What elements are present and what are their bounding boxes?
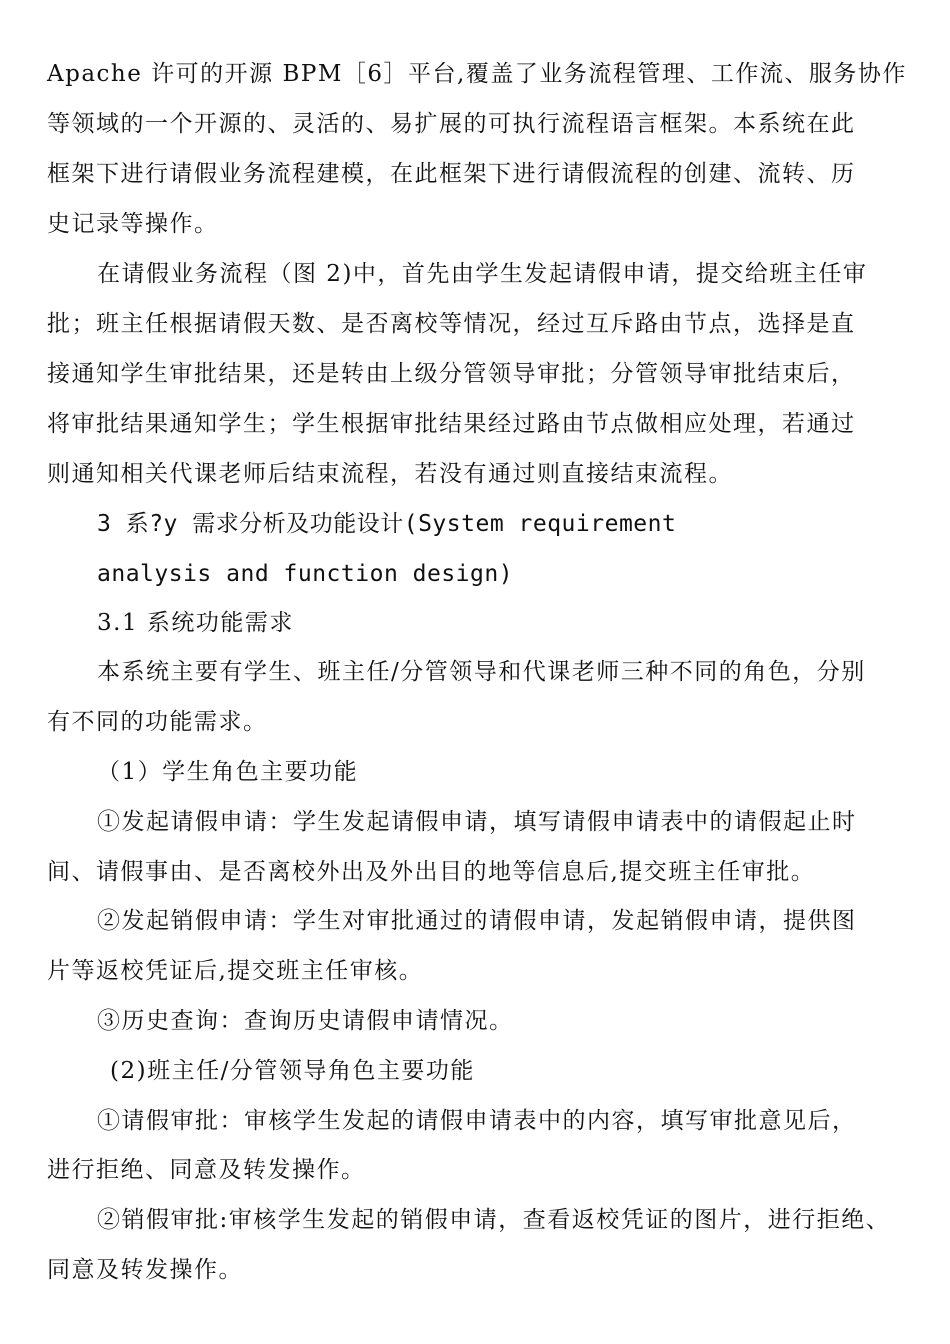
student-item-3: ③历史查询：查询历史请假申请情况。 (97, 1008, 514, 1034)
flow-line-5: 则通知相关代课老师后结束流程，若没有通过则直接结束流程。 (47, 461, 733, 487)
student-item-2-line-1: ②发起销假申请：学生对审批通过的请假申请，发起销假申请，提供图 (97, 908, 857, 934)
student-item-2-line-2: 片等返校凭证后,提交班主任审核。 (47, 958, 424, 984)
section-3-1-heading: 3.1 系统功能需求 (97, 610, 294, 636)
teacher-item-1-line-2: 进行拒绝、同意及转发操作。 (47, 1157, 366, 1183)
section-3-heading-line-2: analysis and function design) (97, 561, 514, 587)
student-item-1-line-2: 间、请假事由、是否离校外出及外出目的地等信息后,提交班主任审批。 (47, 859, 816, 885)
roles-line-2: 有不同的功能需求。 (47, 709, 268, 735)
teacher-role-heading: (2)班主任/分管领导角色主要功能 (110, 1058, 475, 1084)
intro-line-2: 等领域的一个开源的、灵活的、易扩展的可执行流程语言框架。本系统在此 (47, 111, 856, 137)
intro-line-1: Apache 许可的开源 BPM［6］平台,覆盖了业务流程管理、工作流、服务协作 (47, 61, 907, 87)
flow-line-4: 将审批结果通知学生；学生根据审批结果经过路由节点做相应处理，若通过 (47, 411, 856, 437)
teacher-item-2-line-2: 同意及转发操作。 (47, 1257, 243, 1283)
teacher-item-2-line-1: ②销假审批:审核学生发起的销假申请，查看返校凭证的图片，进行拒绝、 (97, 1207, 891, 1233)
intro-line-3: 框架下进行请假业务流程建模，在此框架下进行请假流程的创建、流转、历 (47, 161, 856, 187)
student-role-heading: （1）学生角色主要功能 (97, 759, 359, 785)
intro-line-4: 史记录等操作。 (47, 211, 219, 237)
flow-line-1: 在请假业务流程（图 2)中，首先由学生发起请假申请，提交给班主任审 (97, 261, 868, 287)
teacher-item-1-line-1: ①请假审批：审核学生发起的请假申请表中的内容，填写审批意见后， (97, 1108, 857, 1134)
flow-line-3: 接通知学生审批结果，还是转由上级分管领导审批；分管领导审批结束后， (47, 361, 856, 387)
roles-line-1: 本系统主要有学生、班主任/分管领导和代课老师三种不同的角色，分别 (97, 659, 866, 685)
student-item-1-line-1: ①发起请假申请：学生发起请假申请，填写请假申请表中的请假起止时 (97, 809, 857, 835)
flow-line-2: 批；班主任根据请假天数、是否离校等情况，经过互斥路由节点，选择是直 (47, 311, 856, 337)
section-3-heading-line-1: 3 系?y 需求分析及功能设计(System requirement (97, 511, 677, 537)
